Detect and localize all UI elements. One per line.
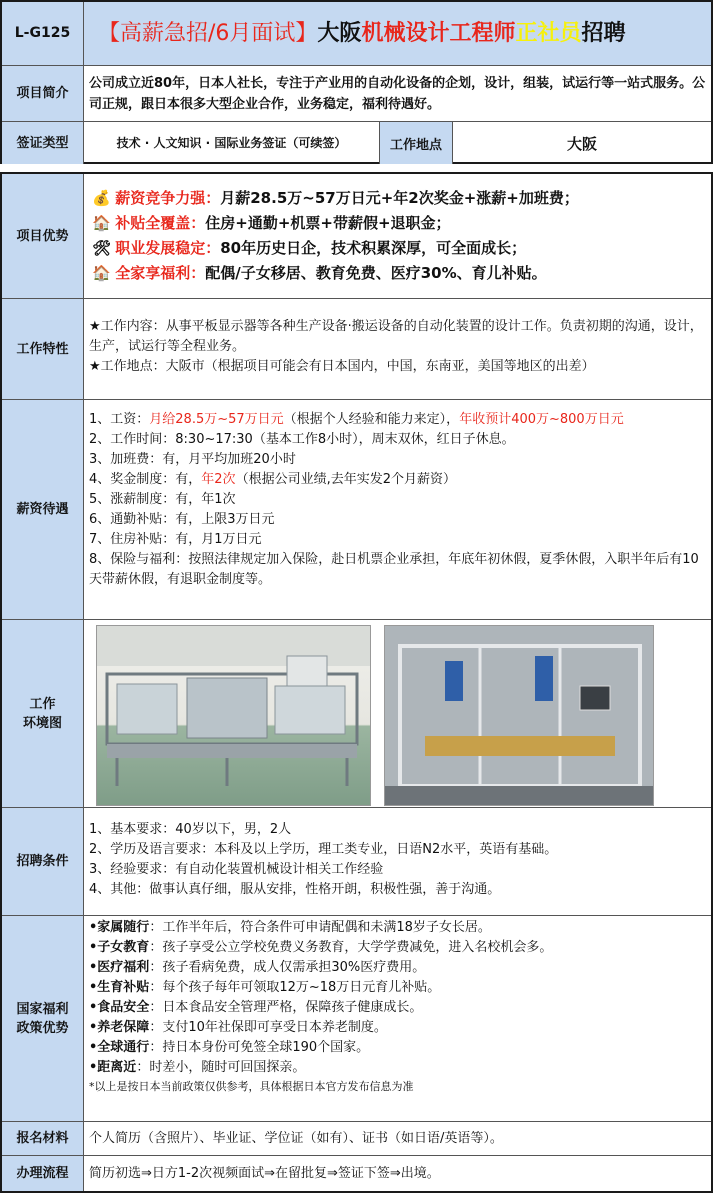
materials-text: 个人简历（含照片）、毕业证、学位证（如有）、证书（如日语/英语等）。 xyxy=(89,1130,503,1146)
policy-list xyxy=(84,916,711,1121)
policy-item: •距离近：时差小，随时可回国探亲。 xyxy=(89,1060,306,1075)
features-label: 工作特性 xyxy=(2,299,84,399)
advantage-item: 🏠 补贴全覆盖：住房+通勤+机票+带薪假+退职金； xyxy=(92,211,703,236)
workshop-photo-2 xyxy=(384,625,654,806)
pay-item: 1、工资：月给28.5万~57万日元（根据个人经验和能力来定），年收预计400万~800万日元 xyxy=(89,412,624,427)
title-row xyxy=(2,2,711,66)
intro-label: 项目简介 xyxy=(2,66,84,121)
policy-row xyxy=(2,916,711,1122)
advantage-item: 💰 薪资竞争力强：月薪28.5万~57万日元+年2次奖金+涨薪+加班费； xyxy=(92,186,703,211)
policy-item: •全球通行：持日本身份可免签全球190个国家。 xyxy=(89,1040,370,1055)
pay-item: 7、住房补贴：有，月1万日元 xyxy=(89,532,262,547)
page-title xyxy=(84,2,711,65)
pay-item: 8、保险与福利：按照法律规定加入保险，赴日机票企业承担，年底年初休假，夏季休假，入职半年后有10天带薪休假，有退职金制度等。 xyxy=(89,552,699,587)
tools-icon: 🛠 xyxy=(92,239,112,257)
requirements-label: 招聘条件 xyxy=(2,808,84,915)
pay-label: 薪资待遇 xyxy=(2,400,84,619)
details-table xyxy=(0,172,713,1193)
title-position: 机械设计工程师 xyxy=(361,20,516,46)
materials-label: 报名材料 xyxy=(2,1122,84,1155)
policy-item: •医疗福利：孩子看病免费，成人仅需承担30%医疗费用。 xyxy=(89,960,426,975)
feature-location: ★工作地点：大阪市（根据项目可能会有日本国内，中国，东南亚，美国等地区的出差） xyxy=(89,359,595,374)
money-bag-icon: 💰 xyxy=(92,189,111,207)
title-city: 大阪 xyxy=(317,20,362,46)
requirement-item: 4、其他：做事认真仔细，服从安排，性格开朗，积极性强，善于沟通。 xyxy=(89,882,501,897)
environment-photos xyxy=(84,620,711,807)
location-value: 大阪 xyxy=(566,134,597,153)
policy-item: •子女教育：孩子享受公立学校免费义务教育，大学学费减免，进入名校机会多。 xyxy=(89,940,553,955)
features-row xyxy=(2,299,711,400)
header-table xyxy=(0,0,713,164)
pay-item: 2、工作时间：8:30~17:30（基本工作8小时），周末双休，红日子休息。 xyxy=(89,432,515,447)
process-row xyxy=(2,1156,711,1191)
visa-value: 技术 · 人文知识 · 国际业务签证（可续签） xyxy=(116,136,347,150)
policy-item: •生育补贴：每个孩子每年可领取12万~18万日元育儿补贴。 xyxy=(89,980,441,995)
policy-item: •养老保障：支付10年社保即可享受日本养老制度。 xyxy=(89,1020,387,1035)
pay-row xyxy=(2,400,711,620)
policy-item: •家属随行：工作半年后，符合条件可申请配偶和未满18岁子女长居。 xyxy=(89,920,491,935)
requirement-item: 3、经验要求：有自动化装置机械设计相关工作经验 xyxy=(89,862,384,877)
title-suffix: 招聘 xyxy=(581,20,626,46)
workshop-photo-1 xyxy=(96,625,371,806)
requirement-item: 1、基本要求：40岁以下，男，2人 xyxy=(89,822,292,837)
policy-label: 国家福利 政策优势 xyxy=(2,916,84,1121)
features-text xyxy=(84,299,711,399)
materials-row xyxy=(2,1122,711,1156)
visa-label: 签证类型 xyxy=(2,122,84,164)
advantages-label: 项目优势 xyxy=(2,174,84,298)
intro-text: 公司成立近80年，日本人社长，专注于产业用的自动化设备的企划，设计，组装，试运行等一站式服务。公司正规，跟日本很多大型企业合作，业务稳定，福利待遇好。 xyxy=(89,75,706,112)
title-employment-type: 正社员 xyxy=(515,20,582,46)
requirement-item: 2、学历及语言要求：本科及以上学历，理工类专业，日语N2水平，英语有基础。 xyxy=(89,842,558,857)
pay-item: 4、奖金制度：有，年2次（根据公司业绩,去年实发2个月薪资） xyxy=(89,472,456,487)
policy-item: •食品安全：日本食品安全管理严格，保障孩子健康成长。 xyxy=(89,1000,423,1015)
visa-row xyxy=(2,122,711,164)
requirements-row xyxy=(2,808,711,916)
title-prefix: 【高薪急招/6月面试】 xyxy=(98,20,318,46)
policy-note: *以上是按日本当前政策仅供参考，具体根据日本官方发布信息为准 xyxy=(89,1080,414,1093)
location-label: 工作地点 xyxy=(379,122,453,164)
process-text: 简历初选⇒日方1-2次视频面试⇒在留批复⇒签证下签⇒出境。 xyxy=(89,1165,440,1181)
intro-row xyxy=(2,66,711,122)
environment-row xyxy=(2,620,711,808)
job-code: L-G125 xyxy=(2,2,84,65)
requirements-list xyxy=(84,808,711,915)
pay-item: 3、加班费：有，月平均加班20小时 xyxy=(89,452,296,467)
advantages-row xyxy=(2,174,711,299)
environment-label: 工作 环境图 xyxy=(2,620,84,807)
pay-details xyxy=(84,400,711,619)
advantages-list xyxy=(84,174,711,298)
pay-item: 6、通勤补贴：有，上限3万日元 xyxy=(89,512,275,527)
pay-item: 5、涨薪制度：有，年1次 xyxy=(89,492,236,507)
advantage-item: 🏠 全家享福利：配偶/子女移居、教育免费、医疗30%、育儿补贴。 xyxy=(92,261,703,286)
process-label: 办理流程 xyxy=(2,1156,84,1191)
house-icon: 🏠 xyxy=(92,264,111,282)
house-icon: 🏠 xyxy=(92,214,111,232)
advantage-item: 🛠 职业发展稳定：80年历史日企，技术积累深厚，可全面成长； xyxy=(92,236,703,261)
feature-content: ★工作内容：从事平板显示器等各种生产设备·搬运设备的自动化装置的设计工作。负责初期的沟通，设计，生产，试运行等全程业务。 xyxy=(89,319,703,354)
